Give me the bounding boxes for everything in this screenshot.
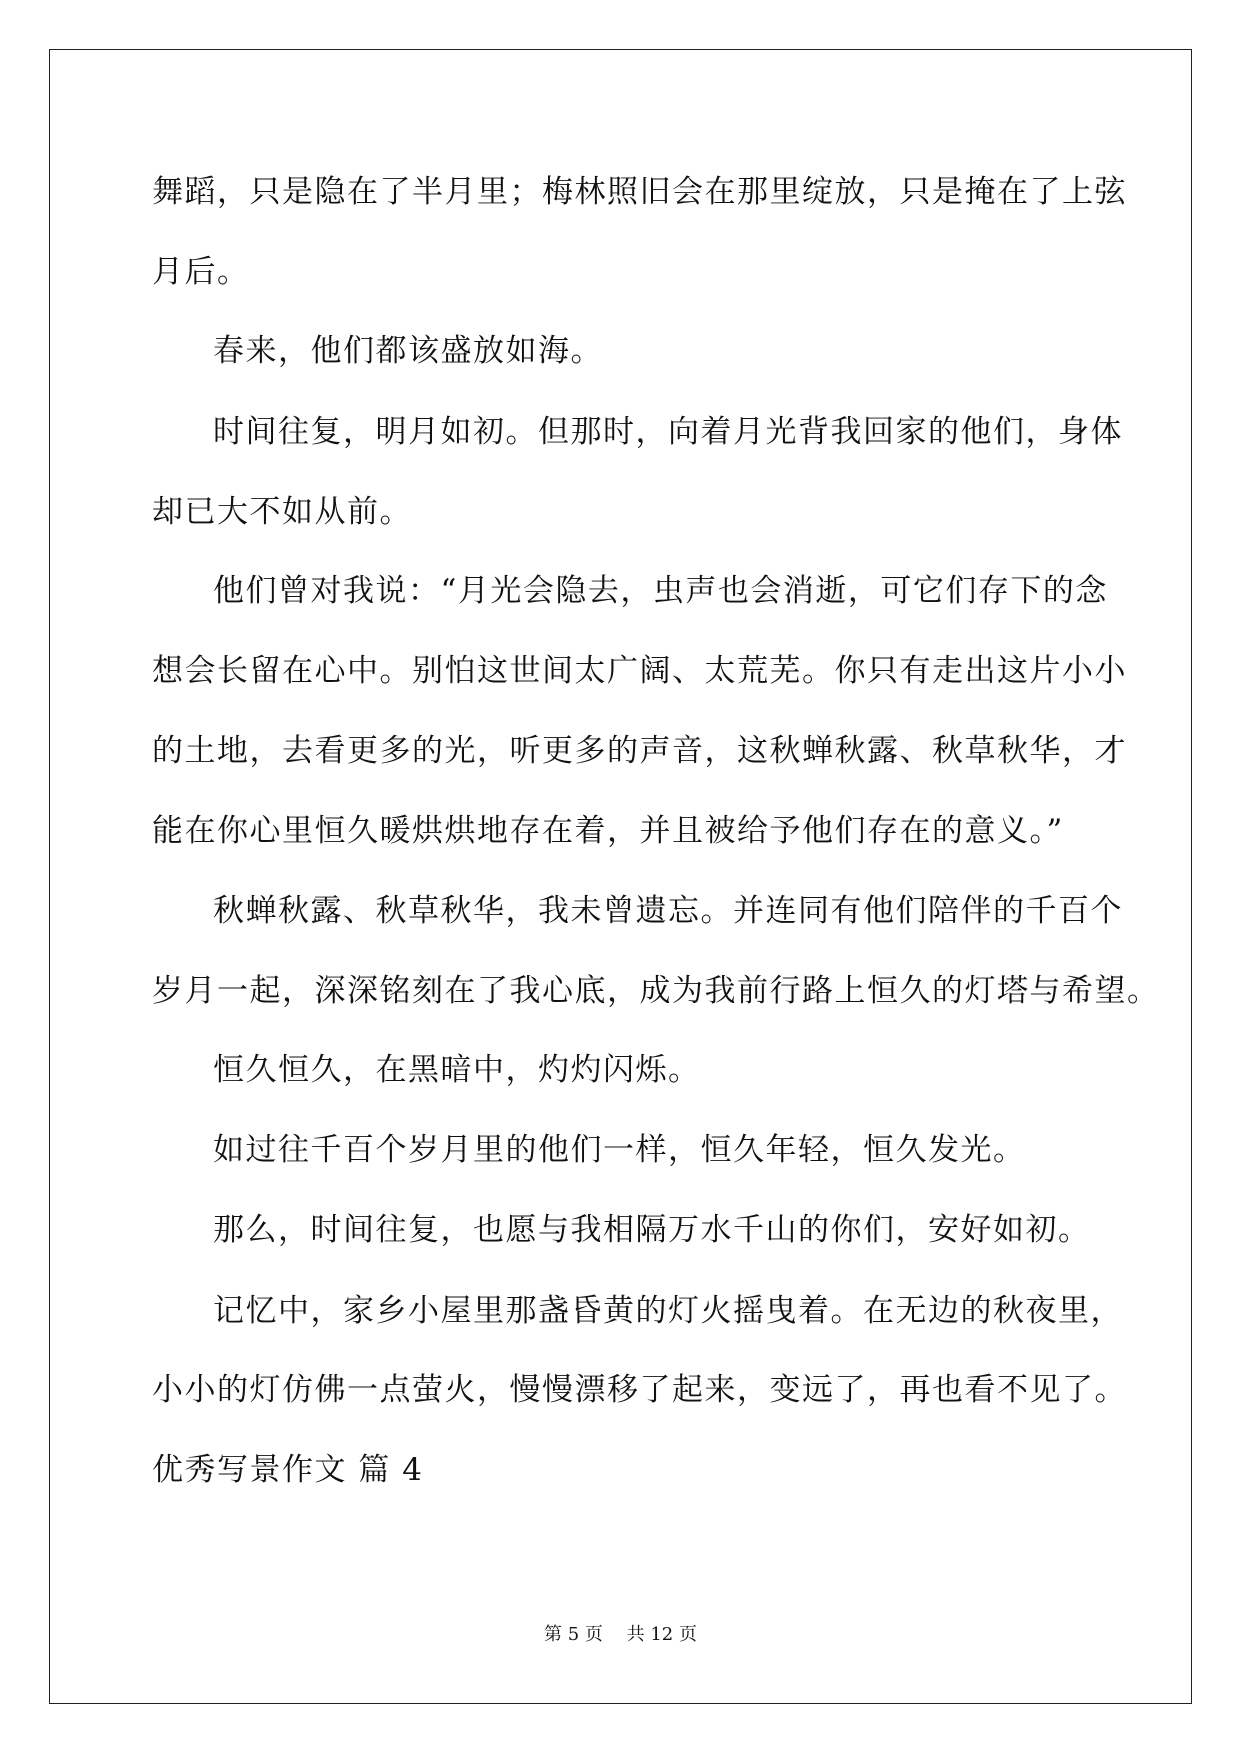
text-line: 记忆中，家乡小屋里那盏昏黄的灯火摇曳着。在无边的秋夜里， [213, 1293, 1123, 1329]
text-line: 想会长留在心中。别怕这世间太广阔、太荒芜。你只有走出这片小小 [152, 653, 1127, 689]
text-line: 的土地，去看更多的光，听更多的声音，这秋蝉秋露、秋草秋华，才 [152, 733, 1127, 769]
text-line: 秋蝉秋露、秋草秋华，我未曾遗忘。并连同有他们陪伴的千百个 [213, 893, 1123, 929]
page-number-footer: 第 5 页 共 12 页 [544, 1624, 697, 1645]
text-line: 却已大不如从前。 [152, 494, 412, 530]
text-line: 月后。 [152, 254, 250, 290]
text-line: 春来，他们都该盛放如海。 [213, 333, 603, 369]
text-line: 能在你心里恒久暖烘烘地存在着，并且被给予他们存在的意义。” [152, 813, 1064, 849]
text-line: 如过往千百个岁月里的他们一样，恒久年轻，恒久发光。 [213, 1132, 1026, 1168]
text-line: 舞蹈，只是隐在了半月里；梅林照旧会在那里绽放，只是掩在了上弦 [152, 174, 1127, 210]
text-line: 小小的灯仿佛一点萤火，慢慢漂移了起来，变远了，再也看不见了。 [152, 1372, 1127, 1408]
text-line: 恒久恒久，在黑暗中，灼灼闪烁。 [213, 1052, 701, 1088]
text-line: 时间往复，明月如初。但那时，向着月光背我回家的他们，身体 [213, 414, 1123, 450]
text-line: 那么，时间往复，也愿与我相隔万水千山的你们，安好如初。 [213, 1212, 1091, 1248]
text-line: 他们曾对我说：“月光会隐去，虫声也会消逝，可它们存下的念 [213, 573, 1108, 609]
text-line: 岁月一起，深深铭刻在了我心底，成为我前行路上恒久的灯塔与希望。 [152, 973, 1160, 1009]
section-heading: 优秀写景作文 篇 4 [152, 1452, 424, 1488]
